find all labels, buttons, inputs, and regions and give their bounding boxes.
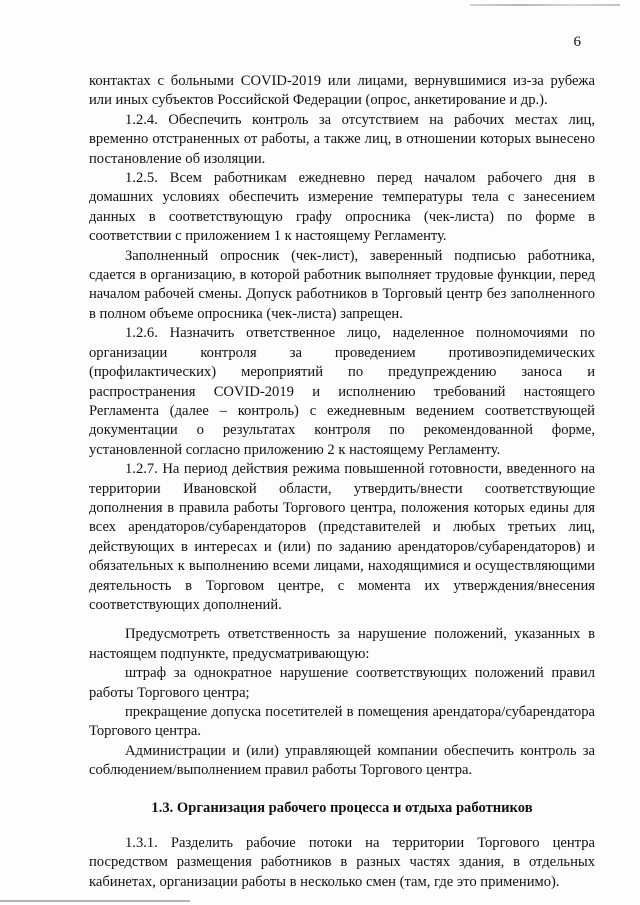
paragraph-access-termination: прекращение допуска посетителей в помещения арендатора/субарендатора Торгового центра.	[89, 704, 595, 740]
paragraph-1-2-7: 1.2.7. На период действия режима повышенной готовности, введенного на территории Ивановской области, утвердить/внести соответствующие дополнения в правила работы Торгового центра, положения которых едины для всех арендаторов/субарендаторов (представителей и любых третьих лиц, действующих в интересах и (или) по заданию арендаторов/субарендаторов) и обязательных к выполнению всеми лицами, находящимися и осуществляющими деятельность в Торговом центре, с момента их утверждения/внесения соответствующих дополнений.	[89, 461, 595, 613]
page-number: 6	[573, 34, 581, 50]
paragraph-1-2-4: 1.2.4. Обеспечить контроль за отсутствием на рабочих местах лиц, временно отстраненных от работы, а также лиц, в отношении которых вынесено постановление об изоляции.	[89, 111, 595, 167]
document-body	[89, 72, 595, 892]
scan-artifact-top	[470, 4, 620, 6]
paragraph-administration: Администрации и (или) управляющей компании обеспечить контроль за соблюдением/выполнением правил работы Торгового центра.	[89, 742, 595, 779]
paragraph-1-3-1: 1.3.1. Разделить рабочие потоки на территории Торгового центра посредством размещения работников в разных частях здания, в отдельных кабинетах, организации работы в несколько смен (там, где это применимо).	[89, 835, 595, 890]
paragraph-liability: Предусмотреть ответственность за нарушение положений, указанных в настоящем подпункте, предусматривающую:	[89, 626, 595, 662]
paragraph-checklist: Заполненный опросник (чек-лист), заверенный подписью работника, сдается в организацию, в которой работник выполняет трудовые функции, перед началом рабочей смены. Допуск работников в Торговый центр без заполненного в полном объеме опросника (чек-листа) запрещен.	[89, 247, 595, 322]
section-heading-1-3: 1.3. Организация рабочего процесса и отдыха работников	[151, 799, 533, 816]
paragraph-1-2-6: 1.2.6. Назначить ответственное лицо, наделенное полномочиями по организации контроля за проведением противоэпидемических (профилактических) мероприятий по предупреждению заноса и распространения COVID-2019 и исполнению требований настоящего Регламента (далее – контроль) с ежедневным ведением соответствующей документации о результатах контроля по рекомендованной форме, установленной согласно приложению 2 к настоящему Регламенту.	[89, 325, 595, 458]
paragraph-covid-contacts: контактах с больными COVID-2019 или лицами, вернувшимися из-за рубежа или иных субъектов Российской Федерации (опрос, анкетирование и др.).	[89, 73, 595, 109]
paragraph-1-2-5: 1.2.5. Всем работникам ежедневно перед началом рабочего дня в домашних условиях обеспечить измерение температуры тела с занесением данных в соответствующую графу опросника (чек-листа) по форме в соответствии с приложением 1 к настоящему Регламенту.	[89, 170, 595, 245]
scan-artifact-bottom	[0, 900, 190, 902]
paragraph-fine: штраф за однократное нарушение соответствующих положений правил работы Торгового центра;	[89, 665, 595, 701]
